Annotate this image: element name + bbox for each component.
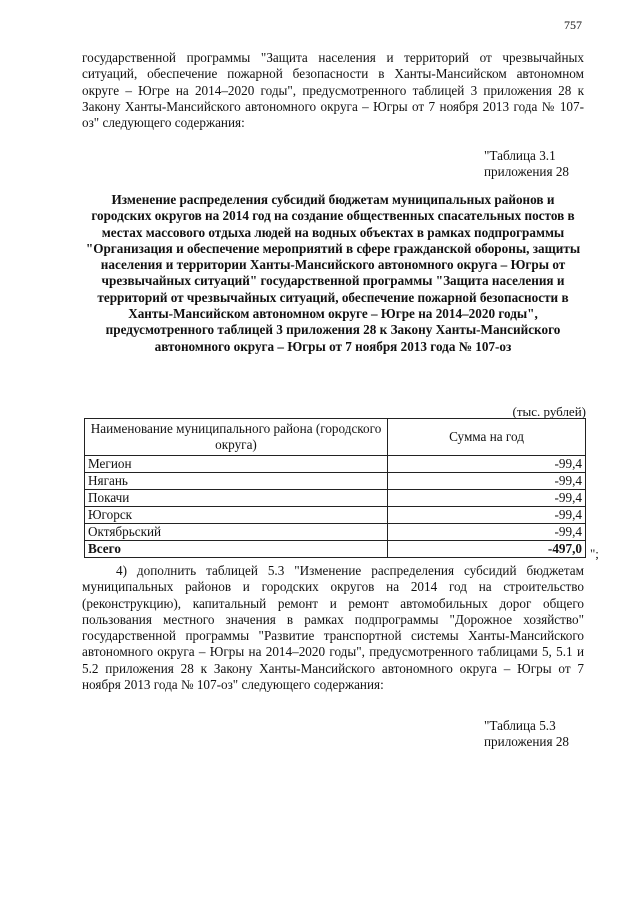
total-label: Всего <box>85 541 388 558</box>
page-number: 757 <box>564 18 582 32</box>
units-label: (тыс. рублей) <box>512 404 586 419</box>
intro-paragraph: государственной программы "Защита населения и территорий от чрезвычайных ситуаций, обеспечение пожарной безопасности в Ханты-Мансийском автономном округе – Югре на 2014–2020 годы", предусмотренного таблицей 3 приложения 28 к Закону Ханты-Мансийского автономного округа – Югры от 7 ноября 2013 года № 107-оз" следующего содержания: <box>82 50 584 131</box>
column-header-sum: Сумма на год <box>388 419 586 456</box>
row-name: Покачи <box>85 490 388 507</box>
row-sum: -99,4 <box>388 456 586 473</box>
table-row <box>85 456 586 473</box>
row-sum: -99,4 <box>388 473 586 490</box>
caption-line: "Таблица 3.1 <box>484 148 556 163</box>
table-row <box>85 507 586 524</box>
table-caption-5-3 <box>484 718 604 751</box>
table-total-row <box>85 541 586 558</box>
table-header-row <box>85 419 586 456</box>
total-sum: -497,0 <box>388 541 586 558</box>
caption-line: приложения 28 <box>484 734 570 750</box>
row-name: Югорск <box>85 507 388 524</box>
table-row <box>85 473 586 490</box>
caption-line: "Таблица 5.3 <box>484 718 556 733</box>
table-title: Изменение распределения субсидий бюджетам муниципальных районов и городских округов на 2014 год на создание общественных спасательных постов в местах массового отдыха людей на водных объектах в рамках подпрограммы "Организация и обеспечение мероприятий в сфере гражданской обороны, защиты населения и территории Ханты-Мансийского автономного округа – Югры от чрезвычайных ситуаций" государственной программы "Защита населения и территорий от чрезвычайных ситуаций, обеспечение пожарной безопасности в Ханты-Мансийском автономном округе – Югре на 2014–2020 годы", предусмотренного таблицей 3 приложения 28 к Закону Ханты-Мансийского автономного округа – Югры от 7 ноября 2013 года № 107-оз <box>85 192 581 354</box>
table-caption-3-1 <box>484 148 604 181</box>
row-sum: -99,4 <box>388 507 586 524</box>
closing-quote-mark: "; <box>590 546 599 561</box>
column-header-name: Наименование муниципального района (городского округа) <box>85 419 388 456</box>
row-name: Октябрьский <box>85 524 388 541</box>
row-name: Мегион <box>85 456 388 473</box>
row-name: Нягань <box>85 473 388 490</box>
subsidy-table <box>84 418 586 558</box>
table-row <box>85 524 586 541</box>
caption-line: приложения 28 <box>484 164 570 180</box>
row-sum: -99,4 <box>388 524 586 541</box>
paragraph-4: 4) дополнить таблицей 5.3 "Изменение распределения субсидий бюджетам муниципальных районов и городских округов на 2014 год на строительство (реконструкцию), капитальный ремонт и ремонт автомобильных дорог общего пользования местного значения в рамках подпрограммы "Дорожное хозяйство" государственной программы "Развитие транспортной системы Ханты-Мансийского автономного округа – Югры на 2014–2020 годы", предусмотренного таблицами 5, 5.1 и 5.2 приложения 28 к Закону Ханты-Мансийского автономного округа – Югры от 7 ноября 2013 года № 107-оз" следующего содержания: <box>82 563 584 693</box>
table-row <box>85 490 586 507</box>
row-sum: -99,4 <box>388 490 586 507</box>
